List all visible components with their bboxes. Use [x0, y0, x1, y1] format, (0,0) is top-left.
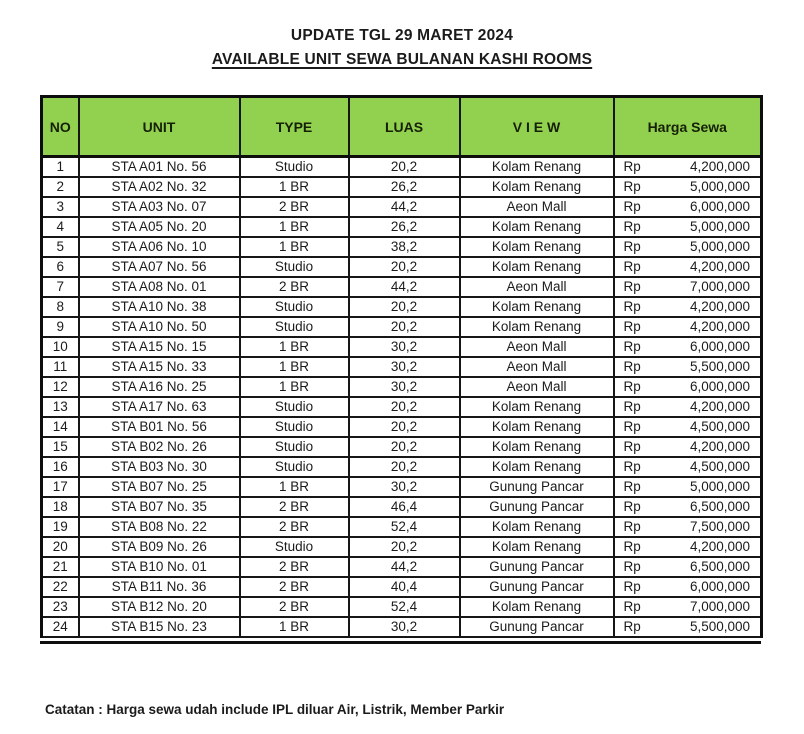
row-type: 1 BR — [240, 617, 349, 637]
currency-prefix: Rp — [623, 219, 641, 234]
row-no: 8 — [42, 297, 79, 317]
table-row — [42, 297, 762, 317]
price-amount: 5,000,000 — [689, 179, 750, 194]
row-harga — [614, 317, 762, 337]
row-luas: 20,2 — [349, 437, 460, 457]
row-no: 18 — [42, 497, 79, 517]
row-no: 11 — [42, 357, 79, 377]
price-amount: 4,200,000 — [689, 299, 750, 314]
row-view: Kolam Renang — [460, 297, 614, 317]
table-row — [42, 217, 762, 237]
currency-prefix: Rp — [623, 479, 641, 494]
row-harga — [614, 377, 762, 397]
currency-prefix: Rp — [623, 359, 641, 374]
row-harga — [614, 477, 762, 497]
price-amount: 6,000,000 — [689, 379, 750, 394]
row-type: Studio — [240, 317, 349, 337]
page-subtitle: AVAILABLE UNIT SEWA BULANAN KASHI ROOMS — [211, 51, 593, 68]
row-unit: STA A10 No. 50 — [79, 317, 240, 337]
row-luas: 52,4 — [349, 517, 460, 537]
row-no: 22 — [42, 577, 79, 597]
row-view: Kolam Renang — [460, 517, 614, 537]
row-harga — [614, 217, 762, 237]
row-luas: 20,2 — [349, 297, 460, 317]
row-no: 24 — [42, 617, 79, 637]
row-harga — [614, 557, 762, 577]
table-row — [42, 357, 762, 377]
row-unit: STA B07 No. 35 — [79, 497, 240, 517]
row-type: Studio — [240, 397, 349, 417]
currency-prefix: Rp — [623, 619, 641, 634]
footer-note: Catatan : Harga sewa udah include IPL diluar Air, Listrik, Member Parkir — [45, 702, 505, 717]
row-harga — [614, 417, 762, 437]
table-row — [42, 497, 762, 517]
currency-prefix: Rp — [623, 419, 641, 434]
row-no: 16 — [42, 457, 79, 477]
units-table-wrap — [40, 95, 761, 644]
row-no: 23 — [42, 597, 79, 617]
row-unit: STA A05 No. 20 — [79, 217, 240, 237]
row-view: Gunung Pancar — [460, 477, 614, 497]
row-unit: STA B07 No. 25 — [79, 477, 240, 497]
row-luas: 30,2 — [349, 377, 460, 397]
row-no: 19 — [42, 517, 79, 537]
row-view: Kolam Renang — [460, 397, 614, 417]
currency-prefix: Rp — [623, 339, 641, 354]
row-type: Studio — [240, 457, 349, 477]
row-harga — [614, 397, 762, 417]
row-unit: STA A17 No. 63 — [79, 397, 240, 417]
row-type: Studio — [240, 417, 349, 437]
row-luas: 20,2 — [349, 317, 460, 337]
column-header-luas: LUAS — [349, 97, 460, 157]
row-type: Studio — [240, 157, 349, 177]
row-type: 1 BR — [240, 337, 349, 357]
currency-prefix: Rp — [623, 579, 641, 594]
price-amount: 5,500,000 — [689, 619, 750, 634]
row-unit: STA A06 No. 10 — [79, 237, 240, 257]
table-body — [42, 157, 762, 637]
price-amount: 4,200,000 — [689, 439, 750, 454]
row-unit: STA B08 No. 22 — [79, 517, 240, 537]
row-unit: STA B02 No. 26 — [79, 437, 240, 457]
row-harga — [614, 197, 762, 217]
row-view: Gunung Pancar — [460, 577, 614, 597]
column-header-type: TYPE — [240, 97, 349, 157]
row-unit: STA B12 No. 20 — [79, 597, 240, 617]
currency-prefix: Rp — [623, 239, 641, 254]
row-no: 9 — [42, 317, 79, 337]
row-unit: STA A16 No. 25 — [79, 377, 240, 397]
column-header-view: V I E W — [460, 97, 614, 157]
currency-prefix: Rp — [623, 499, 641, 514]
row-luas: 20,2 — [349, 537, 460, 557]
row-unit: STA B03 No. 30 — [79, 457, 240, 477]
row-unit: STA A07 No. 56 — [79, 257, 240, 277]
row-harga — [614, 337, 762, 357]
row-unit: STA A10 No. 38 — [79, 297, 240, 317]
table-row — [42, 537, 762, 557]
row-no: 17 — [42, 477, 79, 497]
row-type: 2 BR — [240, 557, 349, 577]
table-row — [42, 277, 762, 297]
row-view: Aeon Mall — [460, 197, 614, 217]
row-view: Kolam Renang — [460, 257, 614, 277]
currency-prefix: Rp — [623, 599, 641, 614]
row-luas: 30,2 — [349, 477, 460, 497]
page-title: UPDATE TGL 29 MARET 2024 — [290, 27, 514, 44]
row-no: 10 — [42, 337, 79, 357]
price-amount: 6,500,000 — [689, 559, 750, 574]
row-view: Gunung Pancar — [460, 557, 614, 577]
row-harga — [614, 297, 762, 317]
row-luas: 40,4 — [349, 577, 460, 597]
row-unit: STA A01 No. 56 — [79, 157, 240, 177]
row-harga — [614, 257, 762, 277]
row-view: Kolam Renang — [460, 217, 614, 237]
row-no: 6 — [42, 257, 79, 277]
row-no: 21 — [42, 557, 79, 577]
row-view: Aeon Mall — [460, 337, 614, 357]
currency-prefix: Rp — [623, 519, 641, 534]
price-amount: 5,000,000 — [689, 479, 750, 494]
currency-prefix: Rp — [623, 279, 641, 294]
price-amount: 5,000,000 — [689, 239, 750, 254]
row-type: 1 BR — [240, 237, 349, 257]
row-view: Kolam Renang — [460, 597, 614, 617]
price-amount: 4,200,000 — [689, 539, 750, 554]
row-harga — [614, 277, 762, 297]
row-view: Kolam Renang — [460, 417, 614, 437]
row-luas: 30,2 — [349, 337, 460, 357]
price-amount: 5,000,000 — [689, 219, 750, 234]
row-luas: 26,2 — [349, 177, 460, 197]
table-row — [42, 597, 762, 617]
price-amount: 6,000,000 — [689, 579, 750, 594]
row-unit: STA B15 No. 23 — [79, 617, 240, 637]
row-type: Studio — [240, 297, 349, 317]
row-luas: 30,2 — [349, 617, 460, 637]
currency-prefix: Rp — [623, 459, 641, 474]
row-unit: STA A08 No. 01 — [79, 277, 240, 297]
price-amount: 6,500,000 — [689, 499, 750, 514]
currency-prefix: Rp — [623, 439, 641, 454]
row-luas: 20,2 — [349, 457, 460, 477]
row-view: Kolam Renang — [460, 157, 614, 177]
row-type: 2 BR — [240, 497, 349, 517]
row-view: Aeon Mall — [460, 277, 614, 297]
row-no: 2 — [42, 177, 79, 197]
row-luas: 46,4 — [349, 497, 460, 517]
currency-prefix: Rp — [623, 379, 641, 394]
row-view: Kolam Renang — [460, 317, 614, 337]
row-no: 3 — [42, 197, 79, 217]
row-luas: 30,2 — [349, 357, 460, 377]
price-amount: 4,200,000 — [689, 319, 750, 334]
currency-prefix: Rp — [623, 199, 641, 214]
table-row — [42, 377, 762, 397]
table-row — [42, 317, 762, 337]
row-type: 1 BR — [240, 477, 349, 497]
currency-prefix: Rp — [623, 259, 641, 274]
column-header-unit: UNIT — [79, 97, 240, 157]
row-view: Gunung Pancar — [460, 617, 614, 637]
table-row — [42, 177, 762, 197]
price-amount: 4,200,000 — [689, 159, 750, 175]
row-unit: STA B01 No. 56 — [79, 417, 240, 437]
currency-prefix: Rp — [623, 299, 641, 314]
table-header-row — [42, 97, 762, 157]
price-amount: 4,500,000 — [689, 419, 750, 434]
price-amount: 5,500,000 — [689, 359, 750, 374]
row-luas: 20,2 — [349, 417, 460, 437]
currency-prefix: Rp — [623, 539, 641, 554]
row-view: Kolam Renang — [460, 437, 614, 457]
row-harga — [614, 437, 762, 457]
price-amount: 7,000,000 — [689, 599, 750, 614]
row-type: 2 BR — [240, 517, 349, 537]
row-unit: STA A03 No. 07 — [79, 197, 240, 217]
row-unit: STA A02 No. 32 — [79, 177, 240, 197]
row-no: 4 — [42, 217, 79, 237]
table-row — [42, 197, 762, 217]
price-amount: 6,000,000 — [689, 199, 750, 214]
currency-prefix: Rp — [623, 559, 641, 574]
column-header-no: NO — [42, 97, 79, 157]
row-no: 13 — [42, 397, 79, 417]
units-table — [40, 95, 763, 638]
row-view: Kolam Renang — [460, 537, 614, 557]
table-row — [42, 437, 762, 457]
row-no: 7 — [42, 277, 79, 297]
row-type: 1 BR — [240, 177, 349, 197]
row-unit: STA A15 No. 33 — [79, 357, 240, 377]
page-header — [0, 0, 804, 69]
row-harga — [614, 177, 762, 197]
table-row — [42, 457, 762, 477]
row-harga — [614, 357, 762, 377]
table-row — [42, 417, 762, 437]
table-row — [42, 237, 762, 257]
row-harga — [614, 537, 762, 557]
table-row — [42, 557, 762, 577]
row-harga — [614, 597, 762, 617]
currency-prefix: Rp — [623, 319, 641, 334]
price-amount: 7,000,000 — [689, 279, 750, 294]
column-header-harga: Harga Sewa — [614, 97, 762, 157]
row-unit: STA B09 No. 26 — [79, 537, 240, 557]
row-luas: 20,2 — [349, 397, 460, 417]
table-row — [42, 617, 762, 637]
price-amount: 6,000,000 — [689, 339, 750, 354]
row-type: 2 BR — [240, 597, 349, 617]
row-harga — [614, 577, 762, 597]
table-row — [42, 157, 762, 177]
row-type: 1 BR — [240, 357, 349, 377]
table-row — [42, 337, 762, 357]
row-type: Studio — [240, 437, 349, 457]
row-view: Kolam Renang — [460, 177, 614, 197]
row-view: Aeon Mall — [460, 357, 614, 377]
currency-prefix: Rp — [623, 399, 641, 414]
row-luas: 44,2 — [349, 557, 460, 577]
row-unit: STA B10 No. 01 — [79, 557, 240, 577]
currency-prefix: Rp — [623, 179, 641, 194]
row-no: 14 — [42, 417, 79, 437]
row-type: 2 BR — [240, 277, 349, 297]
table-row — [42, 257, 762, 277]
row-harga — [614, 157, 762, 177]
price-amount: 4,500,000 — [689, 459, 750, 474]
table-row — [42, 397, 762, 417]
row-harga — [614, 237, 762, 257]
row-harga — [614, 457, 762, 477]
row-view: Kolam Renang — [460, 237, 614, 257]
table-row — [42, 477, 762, 497]
row-no: 15 — [42, 437, 79, 457]
row-luas: 26,2 — [349, 217, 460, 237]
row-no: 20 — [42, 537, 79, 557]
row-luas: 38,2 — [349, 237, 460, 257]
row-view: Aeon Mall — [460, 377, 614, 397]
row-view: Kolam Renang — [460, 457, 614, 477]
row-harga — [614, 497, 762, 517]
row-view: Gunung Pancar — [460, 497, 614, 517]
row-luas: 44,2 — [349, 197, 460, 217]
row-luas: 20,2 — [349, 257, 460, 277]
row-type: 1 BR — [240, 377, 349, 397]
price-amount: 4,200,000 — [689, 259, 750, 274]
row-type: 2 BR — [240, 577, 349, 597]
row-no: 5 — [42, 237, 79, 257]
row-harga — [614, 517, 762, 537]
row-no: 12 — [42, 377, 79, 397]
row-type: 2 BR — [240, 197, 349, 217]
row-luas: 20,2 — [349, 157, 460, 177]
row-harga — [614, 617, 762, 637]
row-no: 1 — [42, 157, 79, 177]
row-unit: STA B11 No. 36 — [79, 577, 240, 597]
price-amount: 4,200,000 — [689, 399, 750, 414]
row-type: Studio — [240, 257, 349, 277]
row-luas: 52,4 — [349, 597, 460, 617]
row-type: 1 BR — [240, 217, 349, 237]
currency-prefix: Rp — [623, 159, 641, 175]
table-row — [42, 577, 762, 597]
price-amount: 7,500,000 — [689, 519, 750, 534]
row-unit: STA A15 No. 15 — [79, 337, 240, 357]
row-type: Studio — [240, 537, 349, 557]
row-luas: 44,2 — [349, 277, 460, 297]
table-row — [42, 517, 762, 537]
